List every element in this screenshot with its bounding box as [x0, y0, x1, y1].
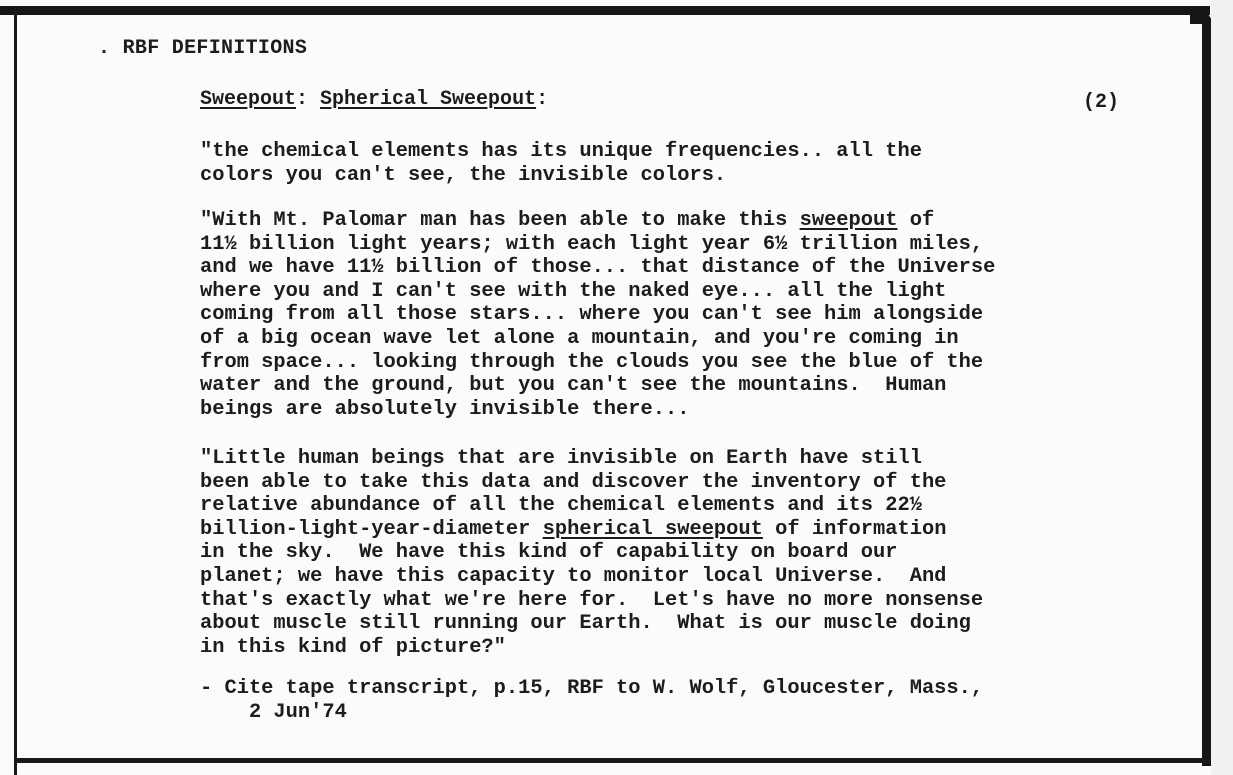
citation: - Cite tape transcript, p.15, RBF to W. Wolf, Gloucester, Mass., 2 Jun'74	[200, 677, 984, 724]
paragraph-text: of information in the sky. We have this kind of capability on board our planet; we have this capacity to monitor local Universe. And that's exactly what we're here for. Let's have no more nonsense about muscle still running our Earth. What is our muscle doing in this kind of picture?"	[200, 517, 984, 659]
page-number: (2)	[1083, 91, 1120, 114]
page-margin	[1211, 0, 1233, 775]
term-sweepout: Sweepout	[200, 88, 297, 111]
paragraph-text: "Little human beings that are invisible on Earth have still been able to take this data and discover the inventory of the relative abundance of all the chemical elements and its 22½ billion-light-year-diameter	[200, 447, 947, 541]
frame-right-border	[1202, 18, 1211, 766]
underlined-term: sweepout	[799, 209, 898, 232]
term-separator: :	[296, 88, 321, 111]
quote-paragraph-1: "the chemical elements has its unique frequencies.. all the colors you can't see, the invisible colors.	[200, 140, 922, 187]
underlined-term: spherical sweepout	[542, 517, 763, 541]
frame-bottom-border	[14, 758, 1211, 763]
term-colon: :	[536, 88, 549, 111]
frame-top-border	[0, 6, 1210, 15]
definition-heading	[200, 88, 548, 111]
quote-paragraph-3	[200, 447, 983, 659]
paragraph-text: "With Mt. Palomar man has been able to make this	[200, 209, 800, 232]
paragraph-text: of 11½ billion light years; with each light year 6½ trillion miles, and we have 11½ billion of those... that distance of the Universe where you and I can't see with the naked eye... all the light coming from all those stars... where you can't see him alongside of a big ocean wave let alone a mountain, and you're coming in from space... looking through the clouds you see the blue of the water and the ground, but you can't see the mountains. Human beings are absolutely invisible there...	[200, 209, 996, 421]
term-spherical-sweepout: Spherical Sweepout	[320, 88, 537, 111]
frame-left-border	[14, 10, 17, 775]
quote-paragraph-2	[200, 209, 995, 421]
section-title: . RBF DEFINITIONS	[98, 37, 308, 60]
